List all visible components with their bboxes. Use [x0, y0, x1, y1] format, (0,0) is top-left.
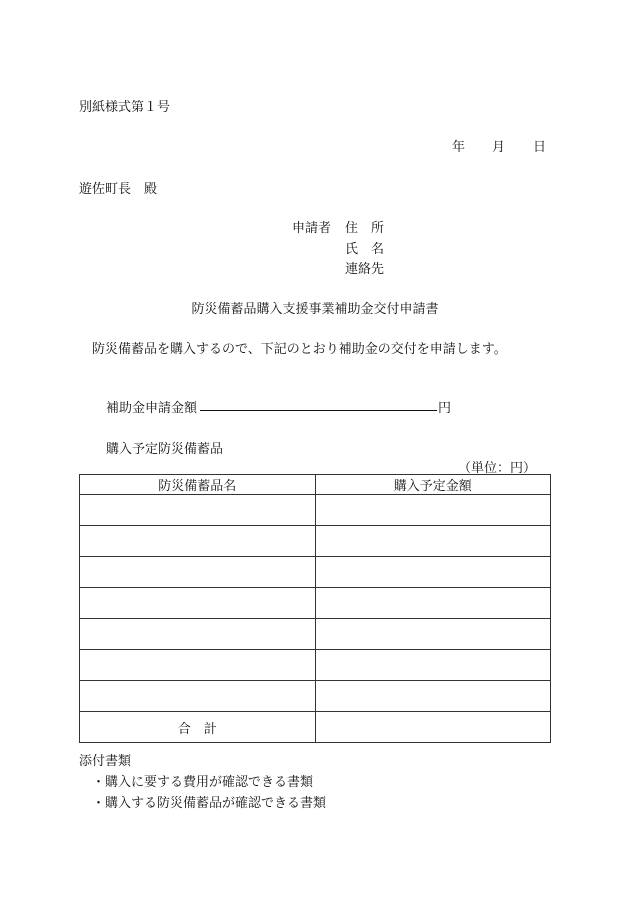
item-amount-cell[interactable]: [315, 557, 551, 588]
item-name-cell[interactable]: [80, 495, 316, 526]
date-month-label: 月: [492, 140, 506, 155]
date-day-label: 日: [533, 140, 547, 155]
item-name-cell[interactable]: [80, 619, 316, 650]
form-id: 別紙様式第１号: [79, 100, 171, 115]
amount-label: 補助金申請金額: [106, 401, 198, 416]
total-label: 合 計: [80, 712, 316, 743]
item-amount-cell[interactable]: [315, 495, 551, 526]
item-name-cell[interactable]: [80, 588, 316, 619]
addressee: 遊佐町長 殿: [79, 182, 158, 197]
applicant-address-label: 住 所: [345, 221, 385, 236]
item-amount-cell[interactable]: [315, 588, 551, 619]
unit-note: （単位：円）: [458, 461, 537, 476]
item-amount-cell[interactable]: [315, 619, 551, 650]
item-name-cell[interactable]: [80, 650, 316, 681]
table-row: [80, 495, 551, 526]
table-row: [80, 619, 551, 650]
item-name-cell[interactable]: [80, 557, 316, 588]
item-amount-cell[interactable]: [315, 526, 551, 557]
attachments-title: 添付書類: [79, 754, 132, 769]
applicant-label: 申請者: [292, 221, 332, 236]
table-row: [80, 650, 551, 681]
item-name-cell[interactable]: [80, 681, 316, 712]
attachment-item: ・購入する防災備蓄品が確認できる書類: [92, 796, 327, 811]
attachment-item: ・購入に要する費用が確認できる書類: [92, 775, 314, 790]
table-row: [80, 526, 551, 557]
applicant-name-label: 氏 名: [345, 242, 385, 257]
amount-unit: 円: [438, 401, 452, 416]
table-row: [80, 588, 551, 619]
planned-items-label: 購入予定防災備蓄品: [106, 442, 224, 457]
body-text: 防災備蓄品を購入するので、下記のとおり補助金の交付を申請します。: [92, 342, 507, 357]
header-item-name: 防災備蓄品名: [80, 475, 316, 495]
date-year-label: 年: [452, 140, 466, 155]
amount-input-line[interactable]: [200, 410, 437, 411]
total-amount-cell[interactable]: [315, 712, 551, 743]
item-name-cell[interactable]: [80, 526, 316, 557]
planned-items-table: [79, 474, 551, 743]
item-amount-cell[interactable]: [315, 650, 551, 681]
applicant-contact-label: 連絡先: [345, 262, 385, 277]
item-amount-cell[interactable]: [315, 681, 551, 712]
header-planned-amount: 購入予定金額: [315, 475, 551, 495]
table-row: [80, 681, 551, 712]
document-title: 防災備蓄品購入支援事業補助金交付申請書: [191, 302, 439, 317]
table-row: [80, 557, 551, 588]
table-header-row: [80, 475, 551, 495]
table-total-row: [80, 712, 551, 743]
